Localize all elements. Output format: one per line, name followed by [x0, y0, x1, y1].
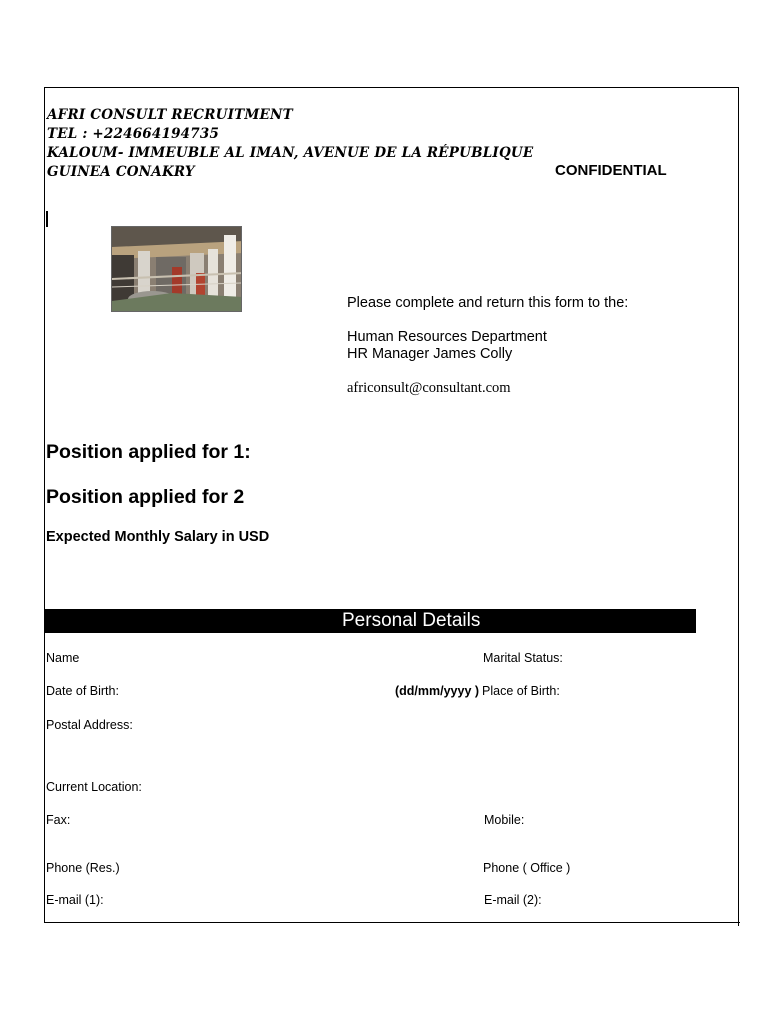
dob-format-hint: (dd/mm/yyyy ): [395, 684, 480, 698]
personal-details-banner: [45, 609, 696, 633]
hr-department: Human Resources Department: [347, 329, 547, 345]
company-tel: TEL : +224664194735: [47, 126, 220, 142]
current-location-label: Current Location:: [46, 780, 142, 794]
mobile-label: Mobile:: [484, 813, 525, 827]
factory-photo: [111, 226, 242, 312]
personal-details-title: Personal Details: [342, 610, 481, 631]
contact-email-link[interactable]: africonsult@consultant.com: [347, 380, 511, 396]
text-cursor-mark: [46, 211, 48, 227]
company-city: GUINEA CONAKRY: [47, 164, 195, 180]
phone-office-label: Phone ( Office ): [483, 861, 571, 875]
email-2-label: E-mail (2):: [484, 893, 542, 907]
salary-label: Expected Monthly Salary in USD: [46, 529, 270, 545]
place-of-birth-label: Place of Birth:: [482, 684, 560, 698]
company-address: KALOUM- IMMEUBLE AL IMAN, AVENUE DE LA RÉPUBLIQUE: [47, 145, 534, 161]
company-name: AFRI CONSULT RECRUITMENT: [47, 107, 293, 123]
position-1-label: Position applied for 1:: [46, 441, 251, 463]
instructions-line: Please complete and return this form to the:: [347, 295, 629, 311]
fax-label: Fax:: [46, 813, 71, 827]
hr-manager: HR Manager James Colly: [347, 346, 513, 362]
marital-status-label: Marital Status:: [483, 651, 563, 665]
dob-label: Date of Birth:: [46, 684, 119, 698]
postal-address-label: Postal Address:: [46, 718, 133, 732]
frame-corner-tick: [738, 922, 739, 926]
position-2-label: Position applied for 2: [46, 486, 245, 508]
confidential-label: CONFIDENTIAL: [555, 162, 667, 179]
factory-interior-photo-icon: [112, 227, 242, 312]
phone-res-label: Phone (Res.): [46, 861, 120, 875]
email-1-label: E-mail (1):: [46, 893, 104, 907]
name-label: Name: [46, 651, 80, 665]
frame-bottom-line: [44, 922, 740, 923]
